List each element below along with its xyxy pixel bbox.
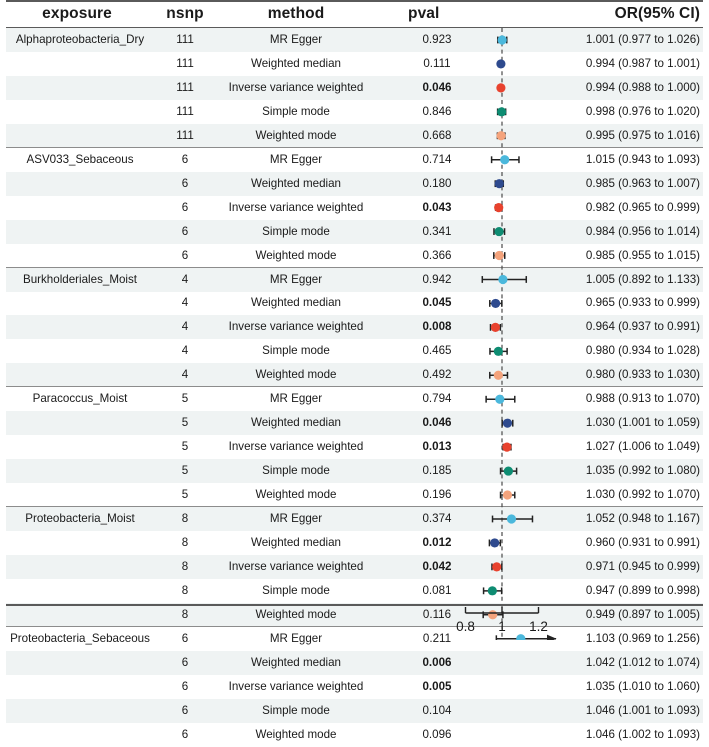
table-row: [6, 196, 703, 220]
cell-method: Weighted mode: [255, 368, 337, 382]
table-row: [6, 244, 703, 268]
table-row: [6, 483, 703, 507]
table-row: [6, 268, 703, 292]
cell-or-ci: 1.030 (0.992 to 1.070): [585, 488, 700, 502]
cell-nsnp: 4: [181, 344, 189, 358]
cell-or-ci: 1.035 (1.010 to 1.060): [585, 679, 700, 693]
table-row: [6, 531, 703, 555]
cell-pval: 0.104: [422, 703, 452, 717]
cell-or-ci: 1.035 (0.992 to 1.080): [585, 464, 700, 478]
cell-or-ci: 0.965 (0.933 to 0.999): [585, 296, 700, 310]
cell-nsnp: 6: [181, 631, 189, 645]
cell-pval: 0.366: [422, 248, 452, 262]
cell-or-ci: 1.030 (1.001 to 1.059): [585, 416, 700, 430]
cell-or-ci: 0.984 (0.956 to 1.014): [585, 224, 700, 238]
cell-or-ci: 1.046 (1.001 to 1.093): [585, 703, 700, 717]
cell-method: MR Egger: [269, 272, 323, 286]
cell-method: Weighted median: [250, 655, 341, 669]
table-row: [6, 555, 703, 579]
cell-or-ci: 1.042 (1.012 to 1.074): [585, 655, 700, 669]
cell-method: Inverse variance weighted: [228, 440, 364, 454]
cell-method: Simple mode: [262, 703, 330, 717]
x-axis-tick-label: 1: [498, 619, 506, 634]
cell-nsnp: 6: [181, 727, 189, 741]
column-header-nsnp: nsnp: [166, 5, 204, 22]
table-row: [6, 627, 703, 651]
column-header-exposure: exposure: [42, 5, 112, 22]
cell-pval: 0.714: [422, 152, 452, 166]
cell-or-ci: 0.985 (0.963 to 1.007): [585, 176, 700, 190]
table-bottom-rule: [6, 604, 703, 606]
cell-pval: 0.111: [423, 56, 451, 70]
cell-pval: 0.006: [422, 655, 452, 669]
cell-exposure: Paracoccus_Moist: [32, 392, 128, 406]
cell-method: MR Egger: [269, 631, 323, 645]
cell-method: Weighted mode: [255, 727, 337, 741]
cell-or-ci: 0.980 (0.934 to 1.028): [585, 344, 700, 358]
table-row: [6, 339, 703, 363]
cell-exposure: Proteobacteria_Moist: [25, 512, 135, 525]
cell-pval: 0.081: [422, 583, 452, 597]
cell-pval: 0.042: [422, 559, 452, 573]
cell-method: MR Egger: [269, 392, 323, 406]
cell-method: Simple mode: [262, 344, 330, 358]
cell-nsnp: 8: [181, 535, 189, 549]
cell-pval: 0.196: [422, 488, 452, 502]
table-row: [6, 699, 703, 723]
cell-pval: 0.005: [422, 679, 452, 693]
cell-pval: 0.492: [422, 368, 452, 382]
table-row: [6, 579, 703, 603]
cell-pval: 0.465: [422, 344, 452, 358]
cell-nsnp: 111: [176, 56, 194, 70]
cell-nsnp: 4: [181, 368, 189, 382]
cell-nsnp: 111: [176, 80, 194, 94]
table-row: [6, 100, 703, 124]
table-row: [6, 435, 703, 459]
cell-nsnp: 111: [176, 128, 194, 142]
cell-method: Simple mode: [262, 104, 330, 118]
cell-nsnp: 6: [181, 224, 189, 238]
cell-exposure: ASV033_Sebaceous: [26, 152, 134, 166]
cell-method: Weighted mode: [255, 128, 337, 142]
cell-nsnp: 4: [181, 320, 189, 334]
cell-method: MR Egger: [269, 152, 323, 166]
cell-or-ci: 0.980 (0.933 to 1.030): [585, 368, 700, 382]
table-row: [6, 603, 703, 627]
cell-pval: 0.180: [422, 176, 452, 190]
cell-nsnp: 8: [181, 512, 189, 525]
x-axis-tick-label: 0.8: [456, 619, 475, 634]
table-row: [6, 172, 703, 196]
cell-or-ci: 0.998 (0.976 to 1.020): [585, 104, 700, 118]
column-header-pval: pval: [408, 5, 440, 22]
cell-method: Simple mode: [262, 583, 330, 597]
table-row: [6, 124, 703, 148]
x-axis-tick-label: 1.2: [529, 619, 548, 634]
cell-nsnp: 6: [181, 703, 189, 717]
cell-method: Inverse variance weighted: [228, 679, 364, 693]
cell-or-ci: 1.015 (0.943 to 1.093): [585, 152, 700, 166]
cell-or-ci: 1.027 (1.006 to 1.049): [585, 440, 700, 454]
cell-pval: 0.013: [422, 440, 452, 454]
cell-nsnp: 6: [181, 176, 189, 190]
cell-nsnp: 5: [181, 464, 189, 478]
cell-nsnp: 6: [181, 248, 189, 262]
cell-pval: 0.923: [422, 33, 452, 46]
cell-pval: 0.211: [422, 631, 452, 645]
cell-nsnp: 8: [181, 607, 189, 621]
cell-or-ci: 0.964 (0.937 to 0.991): [585, 320, 700, 334]
table-row: [6, 387, 703, 411]
table-row: [6, 52, 703, 76]
cell-or-ci: 0.971 (0.945 to 0.999): [585, 559, 700, 573]
table-row: [6, 291, 703, 315]
cell-nsnp: 4: [181, 296, 189, 310]
cell-or-ci: 0.949 (0.897 to 1.005): [585, 607, 700, 621]
table-row: [6, 459, 703, 483]
cell-or-ci: 1.052 (0.948 to 1.167): [585, 512, 700, 525]
cell-pval: 0.043: [422, 200, 452, 214]
table-header-row: [0, 2, 709, 27]
table-row: [6, 651, 703, 675]
cell-nsnp: 111: [176, 104, 194, 118]
cell-method: Inverse variance weighted: [228, 80, 364, 94]
cell-nsnp: 8: [181, 583, 189, 597]
column-header-or-ci: OR(95% CI): [614, 5, 700, 22]
cell-pval: 0.012: [422, 535, 452, 549]
cell-nsnp: 5: [181, 392, 189, 406]
cell-nsnp: 4: [181, 272, 189, 286]
table-row: [6, 411, 703, 435]
cell-method: Weighted median: [250, 416, 341, 430]
cell-method: Weighted median: [250, 56, 341, 70]
cell-nsnp: 6: [181, 655, 189, 669]
cell-method: Inverse variance weighted: [228, 559, 364, 573]
cell-nsnp: 5: [181, 488, 189, 502]
table-row: [6, 76, 703, 100]
cell-nsnp: 6: [181, 152, 189, 166]
column-header-method: method: [267, 5, 325, 22]
cell-nsnp: 8: [181, 559, 189, 573]
cell-pval: 0.942: [422, 272, 452, 286]
cell-nsnp: 111: [176, 33, 194, 46]
cell-method: Simple mode: [262, 464, 330, 478]
cell-pval: 0.668: [422, 128, 452, 142]
cell-pval: 0.008: [422, 320, 452, 334]
cell-nsnp: 6: [181, 679, 189, 693]
cell-nsnp: 5: [181, 416, 189, 430]
cell-or-ci: 1.005 (0.892 to 1.133): [585, 272, 700, 286]
cell-exposure: Burkholderiales_Moist: [22, 272, 138, 286]
cell-method: Inverse variance weighted: [228, 200, 364, 214]
cell-pval: 0.185: [422, 464, 452, 478]
cell-exposure: Alphaproteobacteria_Dry: [15, 33, 145, 46]
cell-pval: 0.374: [422, 512, 452, 525]
cell-pval: 0.096: [422, 727, 452, 741]
table-row: [6, 315, 703, 339]
cell-or-ci: 0.960 (0.931 to 0.991): [585, 535, 700, 549]
cell-or-ci: 0.947 (0.899 to 0.998): [585, 583, 700, 597]
cell-nsnp: 6: [181, 200, 189, 214]
cell-method: Inverse variance weighted: [228, 320, 364, 334]
table-row: [6, 28, 703, 52]
cell-method: Weighted mode: [255, 248, 337, 262]
table-row: [6, 675, 703, 699]
cell-method: Weighted median: [250, 535, 341, 549]
table-row: [6, 220, 703, 244]
cell-pval: 0.341: [422, 224, 452, 238]
cell-method: Weighted mode: [255, 488, 337, 502]
cell-or-ci: 0.985 (0.955 to 1.015): [585, 248, 700, 262]
cell-method: Simple mode: [262, 224, 330, 238]
cell-or-ci: 1.001 (0.977 to 1.026): [585, 33, 700, 46]
cell-pval: 0.045: [422, 296, 452, 310]
cell-method: Weighted mode: [255, 607, 337, 621]
table-row: [6, 363, 703, 387]
cell-method: MR Egger: [269, 33, 323, 46]
cell-pval: 0.116: [422, 607, 452, 621]
cell-or-ci: 0.982 (0.965 to 0.999): [585, 200, 700, 214]
cell-or-ci: 0.994 (0.988 to 1.000): [585, 80, 700, 94]
cell-pval: 0.846: [422, 104, 452, 118]
cell-method: Weighted median: [250, 176, 341, 190]
cell-method: MR Egger: [269, 512, 323, 525]
table-row: [6, 507, 703, 531]
cell-pval: 0.046: [422, 416, 452, 430]
cell-method: Weighted median: [250, 296, 341, 310]
cell-pval: 0.046: [422, 80, 452, 94]
table-row: [6, 723, 703, 747]
table-row: [6, 148, 703, 172]
cell-or-ci: 0.988 (0.913 to 1.070): [585, 392, 700, 406]
cell-or-ci: 1.046 (1.002 to 1.093): [585, 727, 700, 741]
cell-or-ci: 0.994 (0.987 to 1.001): [585, 56, 700, 70]
cell-nsnp: 5: [181, 440, 189, 454]
cell-or-ci: 1.103 (0.969 to 1.256): [585, 631, 700, 645]
cell-exposure: Proteobacteria_Sebaceous: [10, 631, 150, 645]
cell-or-ci: 0.995 (0.975 to 1.016): [585, 128, 700, 142]
cell-pval: 0.794: [422, 392, 452, 406]
